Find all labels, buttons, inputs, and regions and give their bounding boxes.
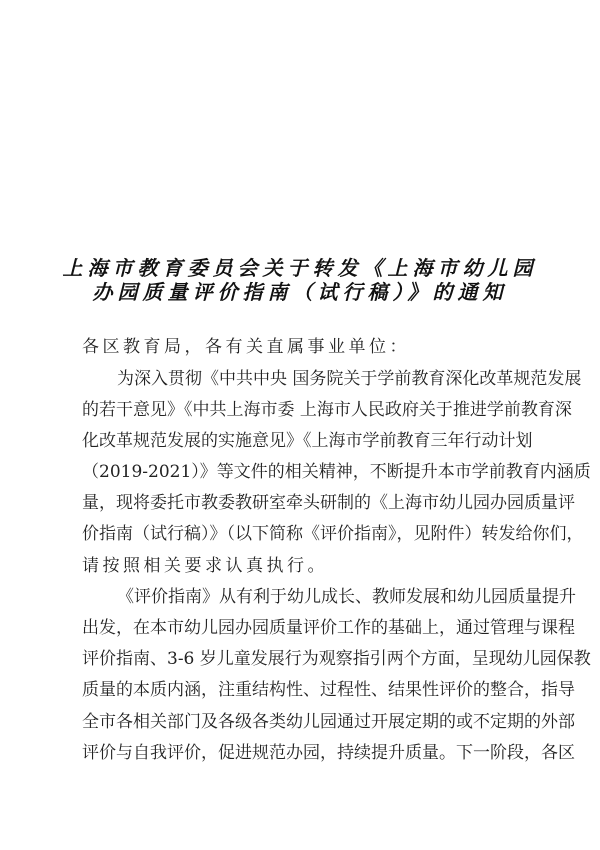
body-line: 为深入贯彻《中共中央 国务院关于学前教育深化改革规范发展: [117, 369, 582, 389]
body-line: 价指南（试行稿）》（以下简称《评价指南》，见附件）转发给你们，: [82, 524, 584, 544]
body-line: 全市各相关部门及各级各类幼儿园通过开展定期的或不定期的外部: [82, 712, 575, 732]
body-line: 出发，在本市幼儿园办园质量评价工作的基础上，通过管理与课程: [82, 618, 575, 638]
title-line-1: 上海市教育委员会关于转发《上海市幼儿园: [62, 257, 538, 279]
body-line: 质量的本质内涵，注重结构性、过程性、结果性评价的整合，指导: [82, 680, 575, 700]
body-line: 的若干意见》《中共上海市委 上海市人民政府关于推进学前教育深: [82, 400, 572, 420]
title-line-2: 办园质量评价指南（试行稿）》的通知: [92, 281, 508, 303]
body-line: 量，现将委托市教委教研室牵头研制的《上海市幼儿园办园质量评: [82, 493, 575, 513]
body-line: 请按照相关要求认真执行。: [82, 556, 328, 576]
body-line: （2019-2021）》等文件的相关精神，不断提升本市学前教育内涵质: [82, 462, 591, 482]
body-line: 评价与自我评价，促进规范办园，持续提升质量。下一阶段，各区: [82, 743, 575, 763]
body-line: 化改革规范发展的实施意见》《上海市学前教育三年行动计划: [82, 431, 533, 451]
salutation: 各区教育局，各有关直属事业单位：: [82, 337, 410, 357]
body-line: 评价指南、3-6 岁儿童发展行为观察指引两个方面，呈现幼儿园保教: [82, 649, 591, 669]
body-line: 《评价指南》从有利于幼儿成长、教师发展和幼儿园质量提升: [117, 587, 576, 607]
